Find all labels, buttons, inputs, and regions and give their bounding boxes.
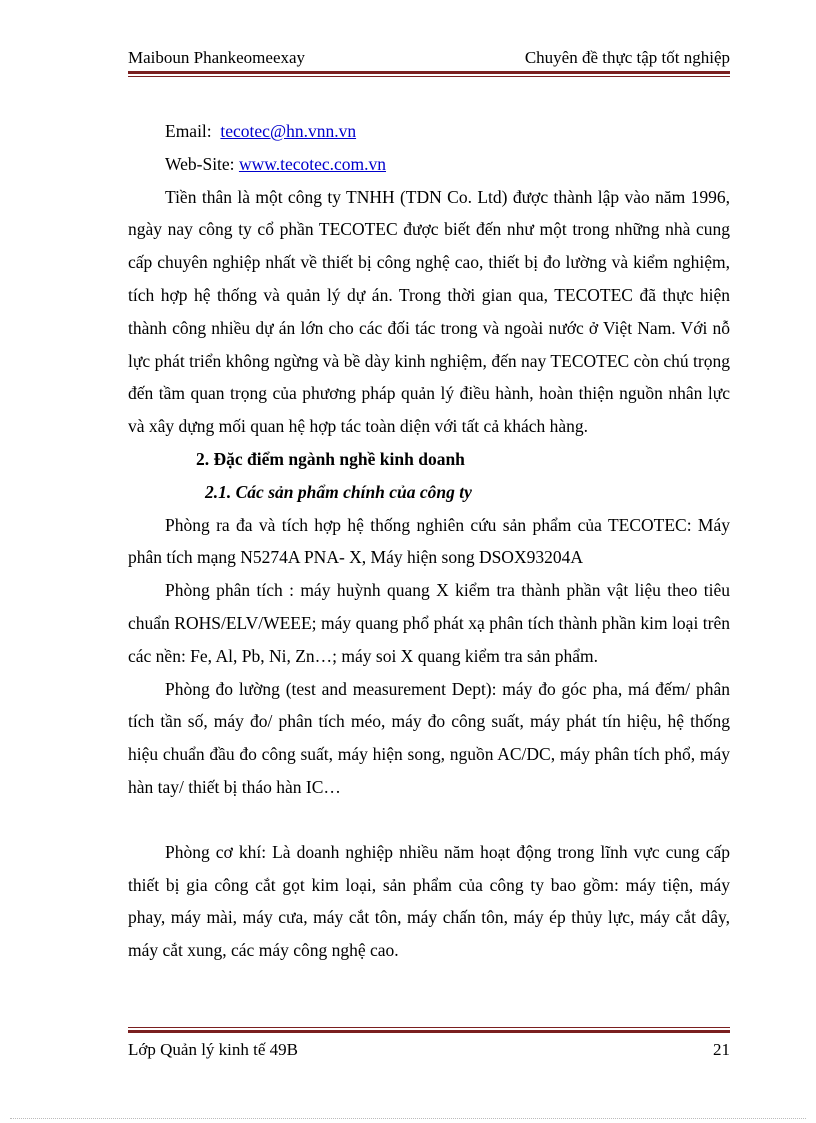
website-line xyxy=(128,148,730,181)
page-header xyxy=(128,48,730,72)
footer-class-name: Lớp Quản lý kinh tế 49B xyxy=(128,1040,298,1059)
page-number: 21 xyxy=(713,1040,730,1059)
page-edge-dotted-line xyxy=(10,1118,806,1119)
paragraph-analysis: Phòng phân tích : máy huỳnh quang X kiểm tra thành phần vật liệu theo tiêu chuẩn ROHS/ELV/WEEE; máy quang phổ phát xạ phân tích thành phần kim loại trên các nền: Fe, Al, Pb, Ni, Zn…; máy soi X quang kiểm tra sản phẩm. xyxy=(128,580,730,666)
email-line xyxy=(128,115,730,148)
footer-rule-thick xyxy=(128,1030,730,1033)
paragraph-mechanical: Phòng cơ khí: Là doanh nghiệp nhiều năm hoạt động trong lĩnh vực cung cấp thiết bị gia công cắt gọt kim loại, sản phẩm của công ty bao gồm: máy tiện, máy phay, máy mài, máy cưa, máy cắt tôn, máy chấn tôn, máy ép thủy lực, máy cắt dây, máy cắt xung, các máy công nghệ cao. xyxy=(128,841,730,961)
intro-paragraph: Tiền thân là một công ty TNHH (TDN Co. Ltd) được thành lập vào năm 1996, ngày nay công ty cổ phần TECOTEC được biết đến như một trong những nhà cung cấp chuyên nghiệp nhất về thiết bị công nghệ cao, thiết bị đo lường và kiểm nghiệm, tích hợp hệ thống và quản lý dự án. Trong thời gian qua, TECOTEC đã thực hiện thành công nhiều dự án lớn cho các đối tác trong và ngoài nước ở Việt Nam. Với nỗ lực phát triển không ngừng và bề dày kinh nghiệm, đến nay TECOTEC còn chú trọng đến tầm quan trọng của phương pháp quản lý điều hành, hoàn thiện nguồn nhân lực và xây dựng mối quan hệ hợp tác toàn diện với tất cả khách hàng. xyxy=(128,186,730,437)
header-author: Maiboun Phankeomeexay xyxy=(128,48,306,67)
footer-rule-thin xyxy=(128,1027,730,1028)
paragraph-measurement: Phòng đo lường (test and measurement Dept): máy đo góc pha, má đếm/ phân tích tần số, máy đo/ phân tích méo, máy đo công suất, máy phát tín hiệu, hệ thống hiệu chuẩn đầu đo công suất, máy hiện song, nguồn AC/DC, máy phân tích phổ, máy hàn tay/ thiết bị tháo hàn IC… xyxy=(128,678,730,797)
header-rule-thick xyxy=(128,71,730,74)
website-label: Web-Site: xyxy=(165,153,235,174)
main-content xyxy=(128,115,730,967)
website-link[interactable]: www.tecotec.com.vn xyxy=(238,153,387,174)
subsection-heading: 2.1. Các sản phẩm chính của công ty xyxy=(205,481,472,502)
header-title: Chuyên đề thực tập tốt nghiệp xyxy=(524,48,730,67)
email-label: Email: xyxy=(165,121,212,141)
header-rule-thin xyxy=(128,76,730,77)
paragraph-radar: Phòng ra đa và tích hợp hệ thống nghiên cứu sản phẩm của TECOTEC: Máy phân tích mạng N5274A PNA- X, Máy hiện song DSOX93204A xyxy=(128,514,730,568)
email-link[interactable]: tecotec@hn.vnn.vn xyxy=(220,121,357,141)
paragraph-gap xyxy=(128,804,730,836)
section-heading: 2. Đặc điểm ngành nghề kinh doanh xyxy=(196,448,465,469)
